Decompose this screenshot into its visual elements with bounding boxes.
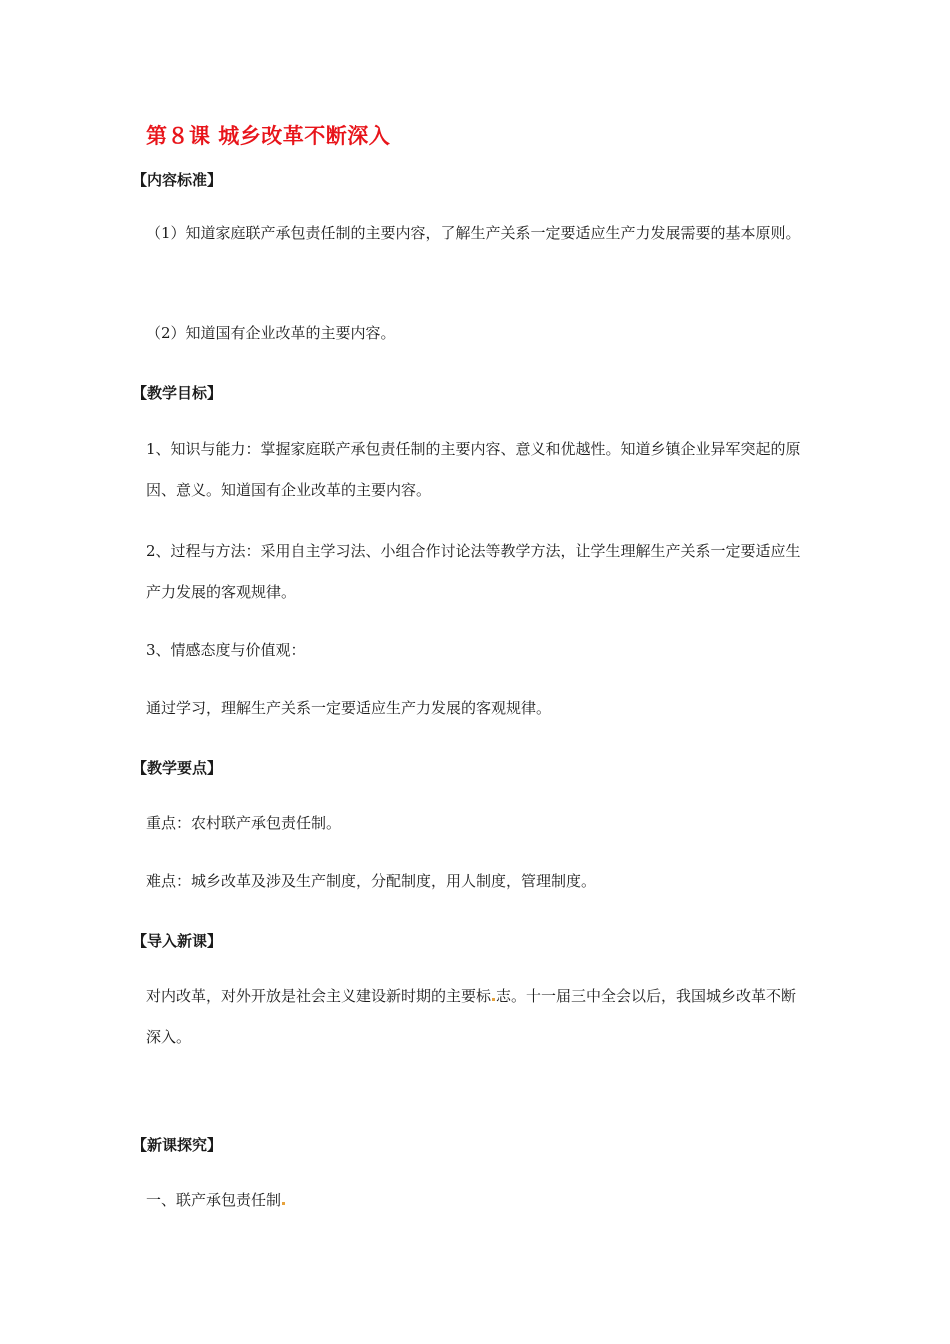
paragraph-goal-2: 2、过程与方法：采用自主学习法、小组合作讨论法等教学方法，让学生理解生产关系一定要适应生产力发展的客观规律。 — [146, 542, 801, 601]
paragraph-key-point: 重点：农村联产承包责任制。 — [146, 814, 342, 832]
section-heading-1-text: 一、联产承包责任制 — [146, 1191, 282, 1209]
paragraph-standard-2: （2）知道国有企业改革的主要内容。 — [146, 324, 396, 342]
paragraph-intro — [146, 976, 811, 1058]
section-heading-1 — [146, 1180, 811, 1221]
heading-lesson-intro: 【导入新课】 — [132, 932, 223, 950]
paragraph-goal-1: 1、知识与能力：掌握家庭联产承包责任制的主要内容、意义和优越性。知道乡镇企业异军突起的原因、意义。知道国有企业改革的主要内容。 — [146, 440, 801, 499]
paragraph-goal-3-detail: 通过学习，理解生产关系一定要适应生产力发展的客观规律。 — [146, 699, 552, 717]
edit-mark-icon — [492, 998, 495, 1001]
heading-content-standard: 【内容标准】 — [132, 171, 223, 189]
lesson-title: 第８课 城乡改革不断深入 — [146, 124, 391, 148]
paragraph-intro-part-1: 对内改革，对外开放是社会主义建设新时期的主要标 — [146, 987, 492, 1005]
heading-teaching-points: 【教学要点】 — [132, 759, 223, 777]
paragraph-intro-part-2: 志。十一届三中全会以后，我国城乡改革不断深入。 — [146, 987, 797, 1046]
heading-teaching-goals: 【教学目标】 — [132, 384, 223, 402]
edit-mark-icon-2 — [282, 1202, 285, 1205]
paragraph-difficult-point: 难点：城乡改革及涉及生产制度，分配制度，用人制度，管理制度。 — [146, 872, 597, 890]
paragraph-goal-3: 3、情感态度与价值观： — [146, 641, 306, 659]
heading-new-lesson: 【新课探究】 — [132, 1136, 223, 1154]
paragraph-standard-1: （1）知道家庭联产承包责任制的主要内容，了解生产关系一定要适应生产力发展需要的基本原则。 — [146, 224, 801, 242]
